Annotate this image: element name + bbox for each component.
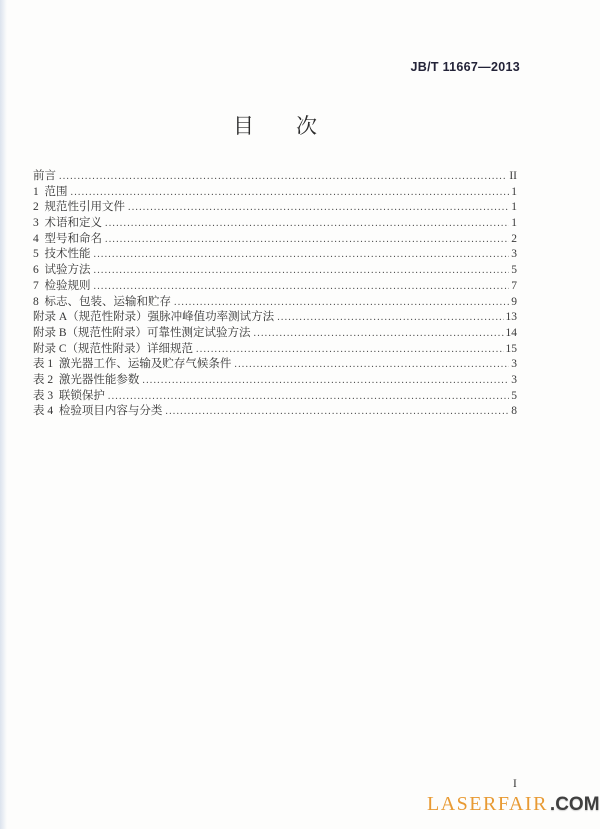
toc-item-label: 5 技术性能 [33,248,91,261]
watermark-brand-text: LASERFAIR [427,793,548,815]
toc-dot-leader [142,373,509,389]
toc-item-label: 附录 C（规范性附录）详细规范 [33,342,194,355]
toc-item-page: 5 [511,264,517,277]
toc-item-page: 1 [511,201,517,214]
toc-item-page: 1 [511,217,517,230]
toc-dot-leader [71,185,510,201]
toc-item-page: 15 [505,342,517,355]
toc-item-label: 表 3 联锁保护 [33,389,105,402]
toc-item-label: 6 试验方法 [33,264,91,277]
toc-row [33,310,517,326]
toc-row [33,232,517,248]
toc-item-page: 3 [511,248,517,261]
toc-dot-leader [94,247,510,263]
toc-item-label: 附录 A（规范性附录）强脉冲峰值功率测试方法 [33,311,275,324]
scan-edge-artifact [0,0,7,829]
page-number: I [513,778,517,790]
toc-dot-leader [234,357,509,373]
toc-item-label: 2 规范性引用文件 [33,201,125,214]
toc-item-page: 1 [511,185,517,198]
toc-item-page: 8 [511,405,517,418]
toc-row [33,247,517,263]
table-of-contents [33,169,517,420]
toc-item-label: 表 2 激光器性能参数 [33,373,140,386]
toc-item-page: 13 [505,311,517,324]
toc-item-label: 前言 [33,170,56,182]
toc-dot-leader [165,404,509,420]
toc-item-label: 附录 B（规范性附录）可靠性测定试验方法 [33,326,251,339]
toc-dot-leader [105,216,509,232]
toc-dot-leader [277,310,503,326]
toc-item-page: 14 [505,326,517,339]
watermark-suffix-text: .COM [549,794,600,815]
toc-item-page: II [509,170,517,182]
toc-row [33,185,517,201]
toc-item-page: 2 [511,232,517,245]
toc-row [33,389,517,405]
toc-row [33,263,517,279]
toc-row [33,342,517,358]
toc-row [33,373,517,389]
page-title: 目 次 [233,114,317,138]
toc-item-label: 3 术语和定义 [33,217,102,230]
toc-row [33,326,517,342]
toc-row [33,200,517,216]
toc-row [33,295,517,311]
toc-item-page: 9 [511,295,517,308]
toc-dot-leader [196,342,503,358]
toc-dot-leader [128,200,509,216]
toc-row [33,404,517,420]
toc-dot-leader [108,389,509,405]
toc-item-page: 3 [511,358,517,371]
toc-dot-leader [105,232,509,248]
toc-item-label: 8 标志、包装、运输和贮存 [33,295,171,308]
toc-item-label: 表 1 激光器工作、运输及贮存气候条件 [33,358,232,371]
toc-dot-leader [174,295,509,311]
toc-row [33,279,517,295]
toc-dot-leader [94,279,510,295]
toc-item-page: 3 [511,373,517,386]
standard-number: JB/T 11667—2013 [410,60,520,74]
toc-item-label: 1 范围 [33,185,68,198]
toc-item-page: 7 [511,279,517,292]
toc-item-page: 5 [511,389,517,402]
toc-item-label: 7 检验规则 [33,279,91,292]
toc-dot-leader [254,326,504,342]
toc-item-label: 4 型号和命名 [33,232,102,245]
toc-item-label: 表 4 检验项目内容与分类 [33,405,163,418]
toc-row [33,169,517,185]
toc-row [33,216,517,232]
toc-dot-leader [94,263,510,279]
toc-row [33,357,517,373]
laserfair-watermark [427,793,600,816]
toc-dot-leader [59,169,507,185]
